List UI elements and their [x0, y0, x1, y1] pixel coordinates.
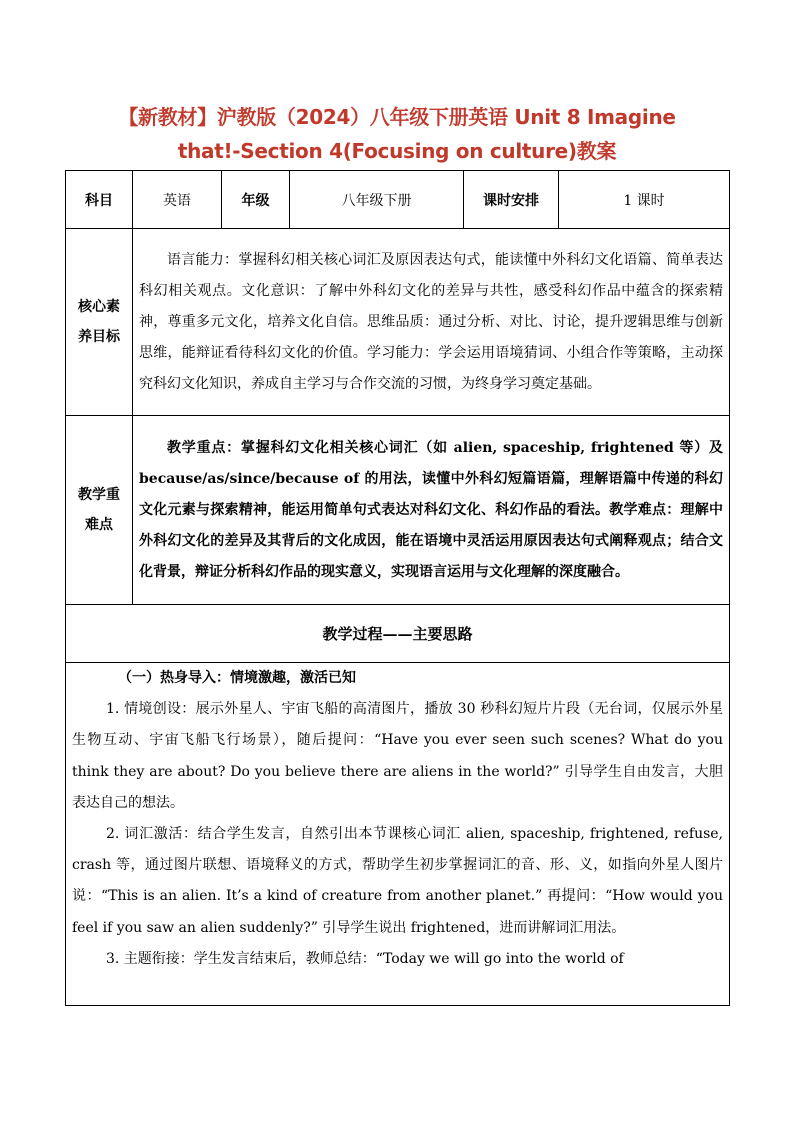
grade-label: 年级 — [222, 171, 290, 229]
subject-label: 科目 — [66, 171, 133, 229]
title-line-1: 【新教材】沪教版（2024）八年级下册英语 Unit 8 Imagine — [118, 105, 676, 129]
hours-value: 1 课时 — [559, 171, 730, 229]
key-points-text: 教学重点：掌握科幻文化相关核心词汇（如 alien, spaceship, frightened 等）及 because/as/since/because of 的用法，读懂中外科幻短篇语篇，理解语篇中传递的科幻文化元素与探索精神，能运用简单句式表达对科幻文化、科幻作品的看法。教学难点：理解中外科幻文化的差异及其背后的文化成因，能在语境中灵活运用原因表达句式阐释观点；结合文化背景，辩证分析科幻作品的现实意义，实现语言运用与文化理解的深度融合。 — [139, 439, 723, 580]
goals-text: 语言能力：掌握科幻相关核心词汇及原因表达句式，能读懂中外科幻文化语篇、简单表达科幻相关观点。文化意识：了解中外科幻文化的差异与共性，感受科幻作品中蕴含的探索精神，尊重多元文化，培养文化自信。思维品质：通过分析、对比、讨论，提升逻辑思维与创新思维，能辩证看待科幻文化的价值。学习能力：学会运用语境猜词、小组合作等策略，主动探究科幻文化知识，养成自主学习与合作交流的习惯，为终身学习奠定基础。 — [139, 251, 723, 392]
goals-row — [66, 229, 730, 416]
key-points-label: 教学重难点 — [66, 416, 133, 605]
lesson-plan-table — [65, 170, 730, 1006]
hours-label: 课时安排 — [464, 171, 559, 229]
process-para-2: 2. 词汇激活：结合学生发言，自然引出本节课核心词汇 alien, spaceship, frightened, refuse, crash 等，通过图片联想、语境释义的方式，帮助学生初步掌握词汇的音、形、义，如指向外星人图片说：“This is an alien. It’s a kind of creature from another planet.” 再提问：“How would you feel if you saw an alien suddenly?” 引导学生说出 frightened，进而讲解词汇用法。 — [72, 826, 723, 936]
header-row — [66, 171, 730, 229]
process-para-3: 3. 主题衔接：学生发言结束后，教师总结：“Today we will go into the world of — [106, 950, 624, 967]
goals-cell — [133, 229, 730, 416]
process-body-row — [66, 663, 730, 1006]
process-para-1: 1. 情境创设：展示外星人、宇宙飞船的高清图片，播放 30 秒科幻短片片段（无台词，仅展示外星生物互动、宇宙飞船飞行场景），随后提问：“Have you ever seen such scenes? What do you think they are about? Do you believe there are aliens in the world?” 引导学生自由发言，大胆表达自己的想法。 — [72, 701, 723, 811]
section1-title: （一）热身导入：情境激趣，激活已知 — [118, 670, 356, 686]
process-heading: 教学过程——主要思路 — [66, 605, 730, 663]
process-body — [66, 663, 730, 1006]
subject-value: 英语 — [133, 171, 222, 229]
key-points-cell — [133, 416, 730, 605]
grade-value: 八年级下册 — [290, 171, 464, 229]
goals-label: 核心素养目标 — [66, 229, 133, 416]
key-points-row — [66, 416, 730, 605]
document-title — [60, 100, 734, 168]
title-line-2: that!-Section 4(Focusing on culture)教案 — [177, 139, 617, 163]
process-heading-row — [66, 605, 730, 663]
